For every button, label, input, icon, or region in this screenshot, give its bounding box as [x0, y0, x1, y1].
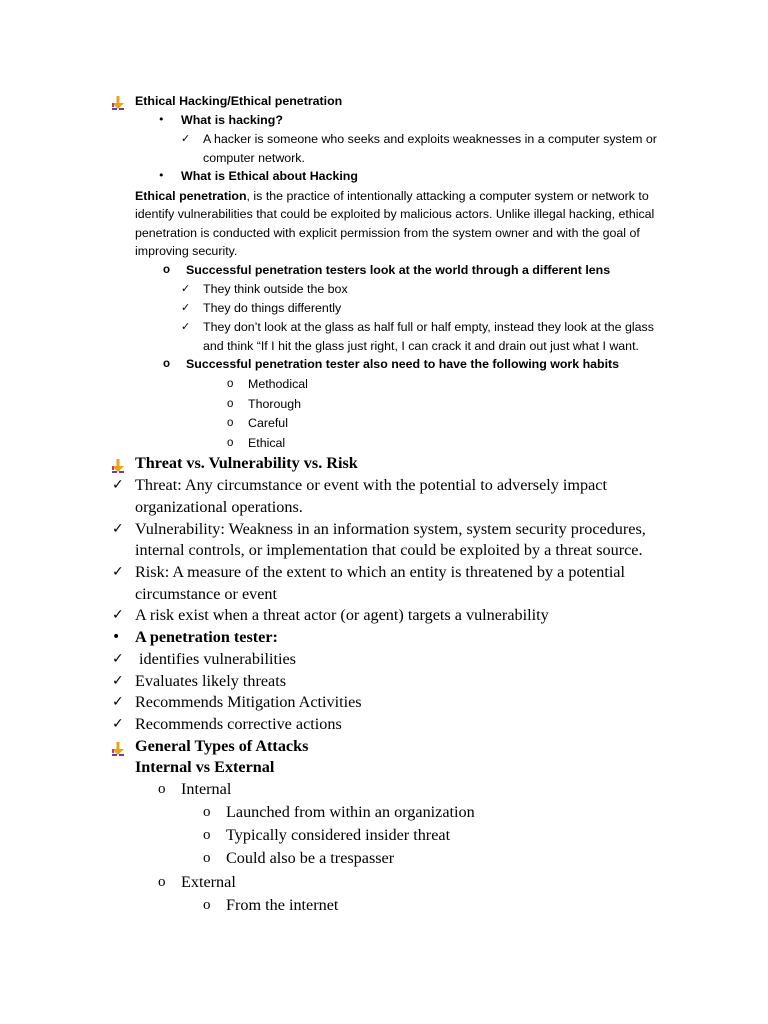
circle-marker: o — [227, 437, 234, 449]
habit-item: Careful — [248, 416, 288, 430]
risk-definition-line: circumstance or event — [135, 585, 278, 603]
ethical-penetration-paragraph-line: penetration is conducted with explicit permission from the system owner and with the goal of — [135, 226, 640, 240]
section-heading-threat-vuln-risk: Threat vs. Vulnerability vs. Risk — [135, 454, 358, 472]
check-icon: ✓ — [112, 607, 124, 623]
pentester-item: Recommends corrective actions — [135, 715, 342, 733]
pentester-item: Evaluates likely threats — [135, 672, 287, 690]
habit-item: Ethical — [248, 436, 286, 450]
internal-item: Typically considered insider threat — [226, 826, 451, 844]
habit-item: Thorough — [248, 397, 302, 411]
internal-vs-external-subheading: Internal vs External — [135, 758, 275, 776]
check-icon: ✓ — [181, 132, 191, 145]
ethical-penetration-paragraph-line: identify vulnerabilities that could be exploited by malicious actors. Unlike illegal hacking, ethical — [135, 207, 655, 221]
check-icon: ✓ — [112, 477, 124, 493]
lens-item-continuation: and think “If I hit the glass just right, I can crack it and drain out just what I want. — [203, 339, 639, 353]
arrow-bullet-icon — [112, 459, 124, 473]
circle-marker: o — [203, 897, 211, 913]
hacker-definition-line: computer network. — [203, 151, 305, 165]
lens-item: They do things differently — [203, 301, 342, 315]
what-is-hacking-heading: What is hacking? — [181, 113, 283, 127]
ethical-penetration-term: Ethical penetration — [135, 189, 247, 203]
vulnerability-definition-line: Vulnerability: Weakness in an information system, system security procedures, — [135, 520, 646, 538]
bullet-marker: • — [158, 113, 165, 126]
bullet-marker: • — [112, 629, 121, 645]
internal-item: Could also be a trespasser — [226, 849, 395, 867]
circle-marker: o — [158, 781, 166, 797]
circle-marker: o — [203, 827, 211, 843]
what-is-ethical-heading: What is Ethical about Hacking — [181, 169, 358, 183]
external-label: External — [181, 873, 236, 891]
circle-marker: o — [227, 378, 234, 390]
internal-label: Internal — [181, 780, 232, 798]
circle-marker: o — [163, 358, 171, 370]
check-icon: ✓ — [112, 673, 124, 689]
check-icon: ✓ — [112, 694, 124, 710]
arrow-bullet-icon — [112, 742, 124, 756]
bullet-marker: • — [158, 169, 165, 182]
risk-exist-line: A risk exist when a threat actor (or agent) targets a vulnerability — [135, 606, 549, 624]
check-icon: ✓ — [181, 282, 191, 295]
pentester-heading: A penetration tester: — [135, 628, 278, 646]
ethical-penetration-paragraph-line: improving security. — [135, 244, 238, 258]
work-habits-heading: Successful penetration tester also need to have the following work habits — [186, 357, 620, 371]
circle-marker: o — [227, 398, 234, 410]
pentester-item: identifies vulnerabilities — [135, 650, 296, 668]
lens-item: They don’t look at the glass as half full or half empty, instead they look at the glass — [203, 320, 654, 334]
check-icon: ✓ — [112, 716, 124, 732]
ethical-penetration-paragraph-line — [135, 187, 649, 206]
vulnerability-definition-line: internal controls, or implementation that could be exploited by a threat source. — [135, 541, 643, 559]
circle-marker: o — [203, 850, 211, 866]
section-heading-attack-types: General Types of Attacks — [135, 737, 309, 755]
arrow-bullet-icon — [112, 96, 124, 110]
threat-definition-line: Threat: Any circumstance or event with the potential to adversely impact — [135, 476, 607, 494]
habit-item: Methodical — [248, 377, 308, 391]
pentester-item: Recommends Mitigation Activities — [135, 693, 362, 711]
check-icon: ✓ — [112, 521, 124, 537]
check-icon: ✓ — [112, 564, 124, 580]
threat-definition-line: organizational operations. — [135, 498, 303, 516]
check-icon: ✓ — [112, 651, 124, 667]
circle-marker: o — [163, 264, 171, 276]
circle-marker: o — [203, 804, 211, 820]
external-item: From the internet — [226, 896, 339, 914]
risk-definition-line: Risk: A measure of the extent to which an entity is threatened by a potential — [135, 563, 625, 581]
hacker-definition-line: A hacker is someone who seeks and exploits weaknesses in a computer system or — [203, 132, 657, 146]
lens-item: They think outside the box — [203, 282, 348, 296]
check-icon: ✓ — [181, 301, 191, 314]
circle-marker: o — [158, 874, 166, 890]
section-heading-ethical-hacking: Ethical Hacking/Ethical penetration — [135, 94, 343, 108]
circle-marker: o — [227, 417, 234, 429]
lens-heading: Successful penetration testers look at the world through a different lens — [186, 263, 611, 277]
paragraph-text: , is the practice of intentionally attacking a computer system or network to — [246, 189, 649, 203]
check-icon: ✓ — [181, 320, 191, 333]
internal-item: Launched from within an organization — [226, 803, 475, 821]
